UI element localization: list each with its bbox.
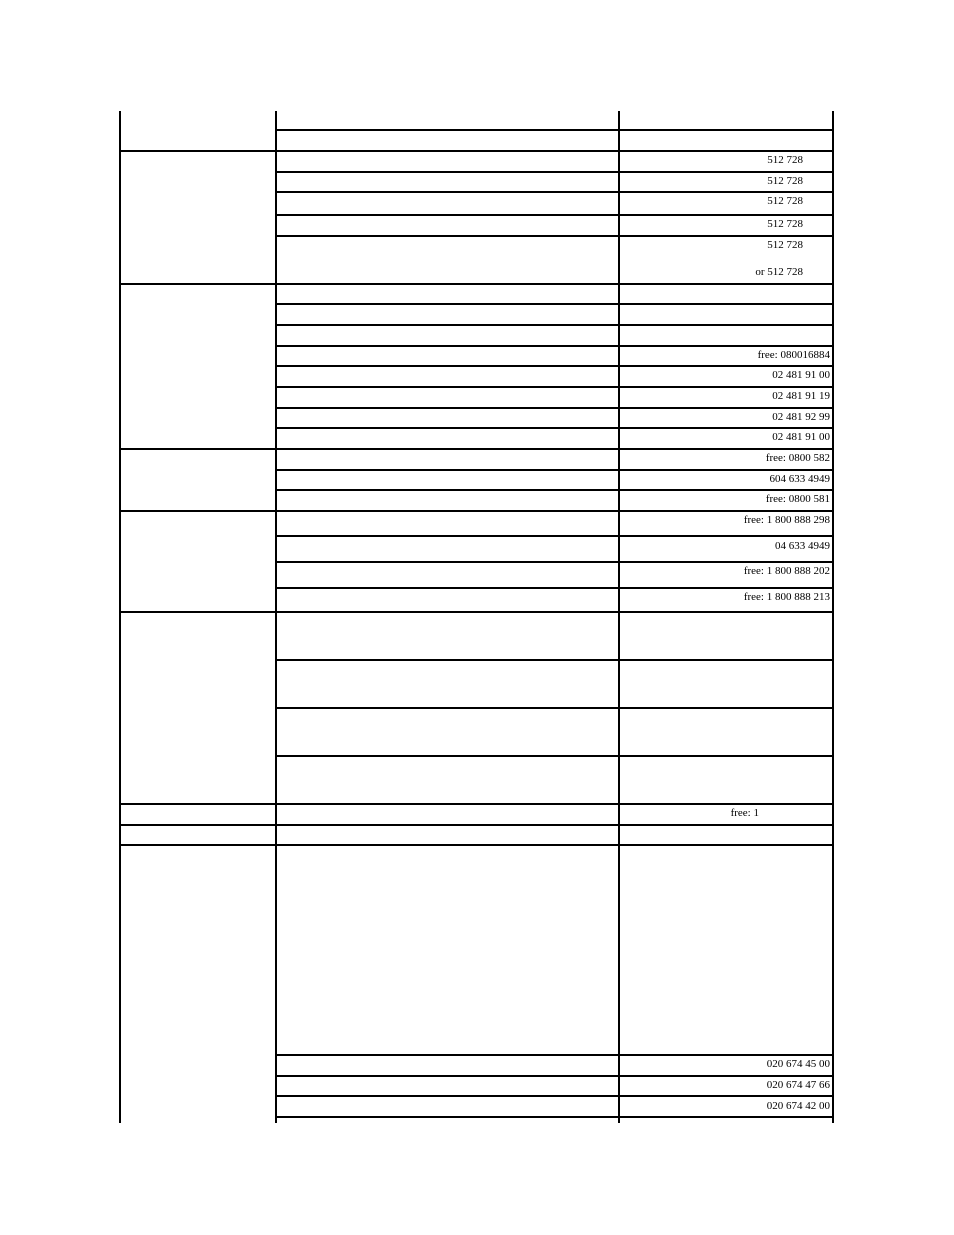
row-rule — [275, 324, 834, 326]
row-rule — [275, 755, 834, 757]
row-rule — [275, 489, 834, 491]
row-rule — [275, 561, 834, 563]
row-rule — [275, 171, 834, 173]
phone-number: 512 728 — [767, 175, 803, 187]
phone-number: 604 633 4949 — [769, 473, 830, 485]
row-rule — [275, 407, 834, 409]
phone-number: 512 728 — [767, 218, 803, 230]
row-rule — [275, 469, 834, 471]
group-rule — [119, 611, 834, 613]
row-rule — [275, 1054, 834, 1056]
row-rule — [275, 345, 834, 347]
phone-number: 02 481 91 00 — [772, 431, 830, 443]
phone-number: 512 728 — [767, 154, 803, 166]
phone-number: 512 728 — [767, 239, 803, 251]
column-rule — [618, 111, 620, 1123]
phone-number: free: 1 800 888 213 — [743, 591, 830, 603]
phone-number: or 512 728 — [755, 266, 803, 278]
column-rule — [275, 111, 277, 1123]
row-rule — [275, 707, 834, 709]
row-rule — [275, 214, 834, 216]
row-rule — [275, 427, 834, 429]
column-rule — [832, 111, 834, 1123]
row-rule — [275, 659, 834, 661]
group-rule — [119, 844, 834, 846]
phone-number: 020 674 45 00 — [766, 1058, 830, 1070]
group-rule — [119, 803, 834, 805]
group-rule — [119, 448, 834, 450]
phone-number: free: 0800 582 — [765, 452, 830, 464]
row-rule — [275, 1075, 834, 1077]
row-rule — [275, 587, 834, 589]
row-rule — [275, 365, 834, 367]
column-rule — [119, 111, 121, 1123]
phone-number: free: 1 800 888 202 — [743, 565, 830, 577]
group-rule — [119, 824, 834, 826]
phone-number: 04 633 4949 — [775, 540, 830, 552]
row-rule — [275, 386, 834, 388]
phone-number: free: 1 — [730, 807, 759, 819]
row-rule — [275, 129, 834, 131]
phone-number: free: 0800 581 — [765, 493, 830, 505]
group-rule — [119, 150, 834, 152]
phone-number: 512 728 — [767, 195, 803, 207]
row-rule — [275, 535, 834, 537]
phone-number: 02 481 91 19 — [772, 390, 830, 402]
phone-number: free: 080016884 — [757, 349, 830, 361]
row-rule — [275, 1095, 834, 1097]
row-rule — [275, 1116, 834, 1118]
group-rule — [119, 283, 834, 285]
row-rule — [275, 191, 834, 193]
phone-number: 02 481 91 00 — [772, 369, 830, 381]
phone-number: 020 674 42 00 — [766, 1100, 830, 1112]
group-rule — [119, 510, 834, 512]
row-rule — [275, 235, 834, 237]
phone-number: 020 674 47 66 — [766, 1079, 830, 1091]
phone-number: 02 481 92 99 — [772, 411, 830, 423]
phone-number: free: 1 800 888 298 — [743, 514, 830, 526]
row-rule — [275, 303, 834, 305]
